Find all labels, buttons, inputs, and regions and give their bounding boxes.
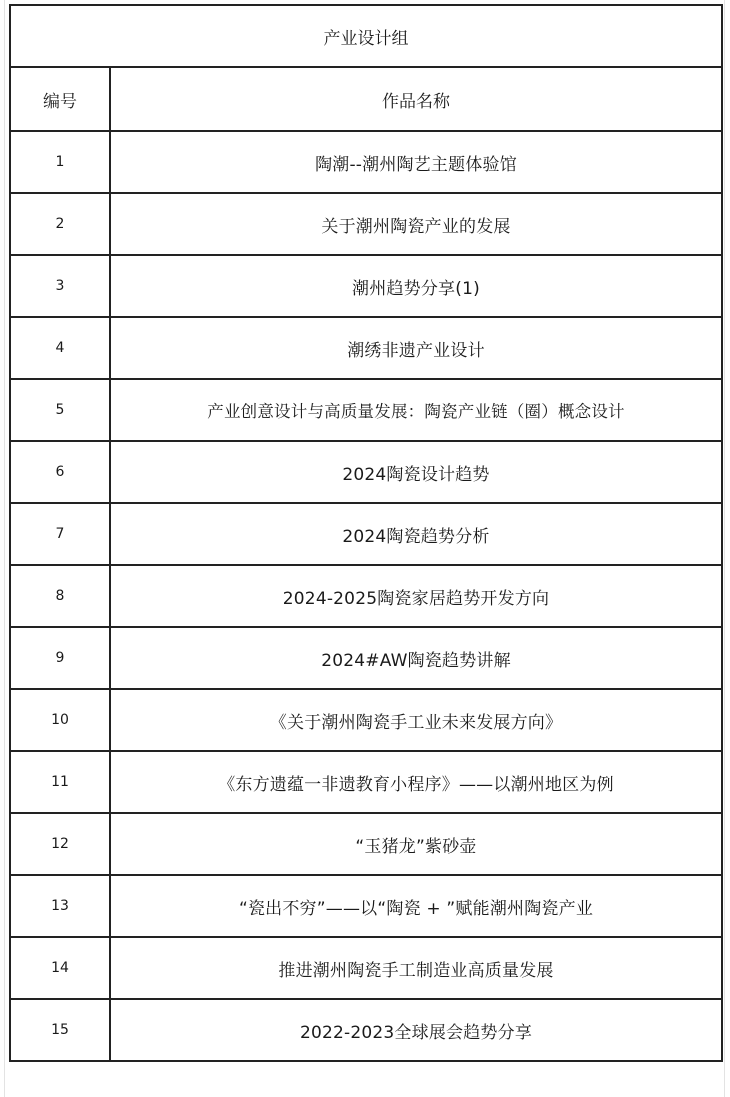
table-row: [10, 317, 722, 379]
group-title-row: [10, 5, 722, 67]
row-number-cell[interactable]: 8: [10, 565, 110, 627]
table-row: [10, 193, 722, 255]
work-title-cell[interactable]: 潮绣非遗产业设计: [110, 317, 722, 379]
work-title-cell[interactable]: 潮州趋势分享(1): [110, 255, 722, 317]
row-number-cell[interactable]: 12: [10, 813, 110, 875]
award-table: [9, 4, 723, 1062]
header-number[interactable]: 编号: [10, 67, 110, 131]
header-work-name[interactable]: 作品名称: [110, 67, 722, 131]
row-number-cell[interactable]: 5: [10, 379, 110, 441]
grid-line: [4, 0, 5, 1097]
row-number-cell[interactable]: 1: [10, 131, 110, 193]
row-number-cell[interactable]: 3: [10, 255, 110, 317]
work-title-cell[interactable]: 2022-2023全球展会趋势分享: [110, 999, 722, 1061]
work-title-cell[interactable]: 关于潮州陶瓷产业的发展: [110, 193, 722, 255]
row-number-cell[interactable]: 10: [10, 689, 110, 751]
table-row: [10, 627, 722, 689]
row-number-cell[interactable]: 13: [10, 875, 110, 937]
group-title[interactable]: 产业设计组: [10, 5, 722, 67]
header-row: [10, 67, 722, 131]
table-row: [10, 751, 722, 813]
table-row: [10, 441, 722, 503]
row-number-cell[interactable]: 14: [10, 937, 110, 999]
table-row: [10, 689, 722, 751]
table-row: [10, 875, 722, 937]
row-number-cell[interactable]: 2: [10, 193, 110, 255]
row-number-cell[interactable]: 4: [10, 317, 110, 379]
table-row: [10, 999, 722, 1061]
table-row: [10, 565, 722, 627]
table-row: [10, 937, 722, 999]
row-number-cell[interactable]: 9: [10, 627, 110, 689]
work-title-cell[interactable]: 《关于潮州陶瓷手工业未来发展方向》: [110, 689, 722, 751]
work-title-cell[interactable]: 2024-2025陶瓷家居趋势开发方向: [110, 565, 722, 627]
work-title-cell[interactable]: 2024#AW陶瓷趋势讲解: [110, 627, 722, 689]
work-title-cell[interactable]: 产业创意设计与高质量发展：陶瓷产业链（圈）概念设计: [110, 379, 722, 441]
work-title-cell[interactable]: 陶潮--潮州陶艺主题体验馆: [110, 131, 722, 193]
work-title-cell[interactable]: “玉猪龙”紫砂壶: [110, 813, 722, 875]
work-title-cell[interactable]: 2024陶瓷设计趋势: [110, 441, 722, 503]
work-title-cell[interactable]: 2024陶瓷趋势分析: [110, 503, 722, 565]
row-number-cell[interactable]: 11: [10, 751, 110, 813]
work-title-cell[interactable]: 推进潮州陶瓷手工制造业高质量发展: [110, 937, 722, 999]
table-row: [10, 255, 722, 317]
work-title-cell[interactable]: 《东方遗蕴一非遗教育小程序》——以潮州地区为例: [110, 751, 722, 813]
table-row: [10, 813, 722, 875]
table-row: [10, 131, 722, 193]
row-number-cell[interactable]: 7: [10, 503, 110, 565]
work-title-cell[interactable]: “瓷出不穷”——以“陶瓷 + ”赋能潮州陶瓷产业: [110, 875, 722, 937]
grid-line: [724, 0, 725, 1097]
row-number-cell[interactable]: 15: [10, 999, 110, 1061]
table-row: [10, 379, 722, 441]
row-number-cell[interactable]: 6: [10, 441, 110, 503]
table-row: [10, 503, 722, 565]
